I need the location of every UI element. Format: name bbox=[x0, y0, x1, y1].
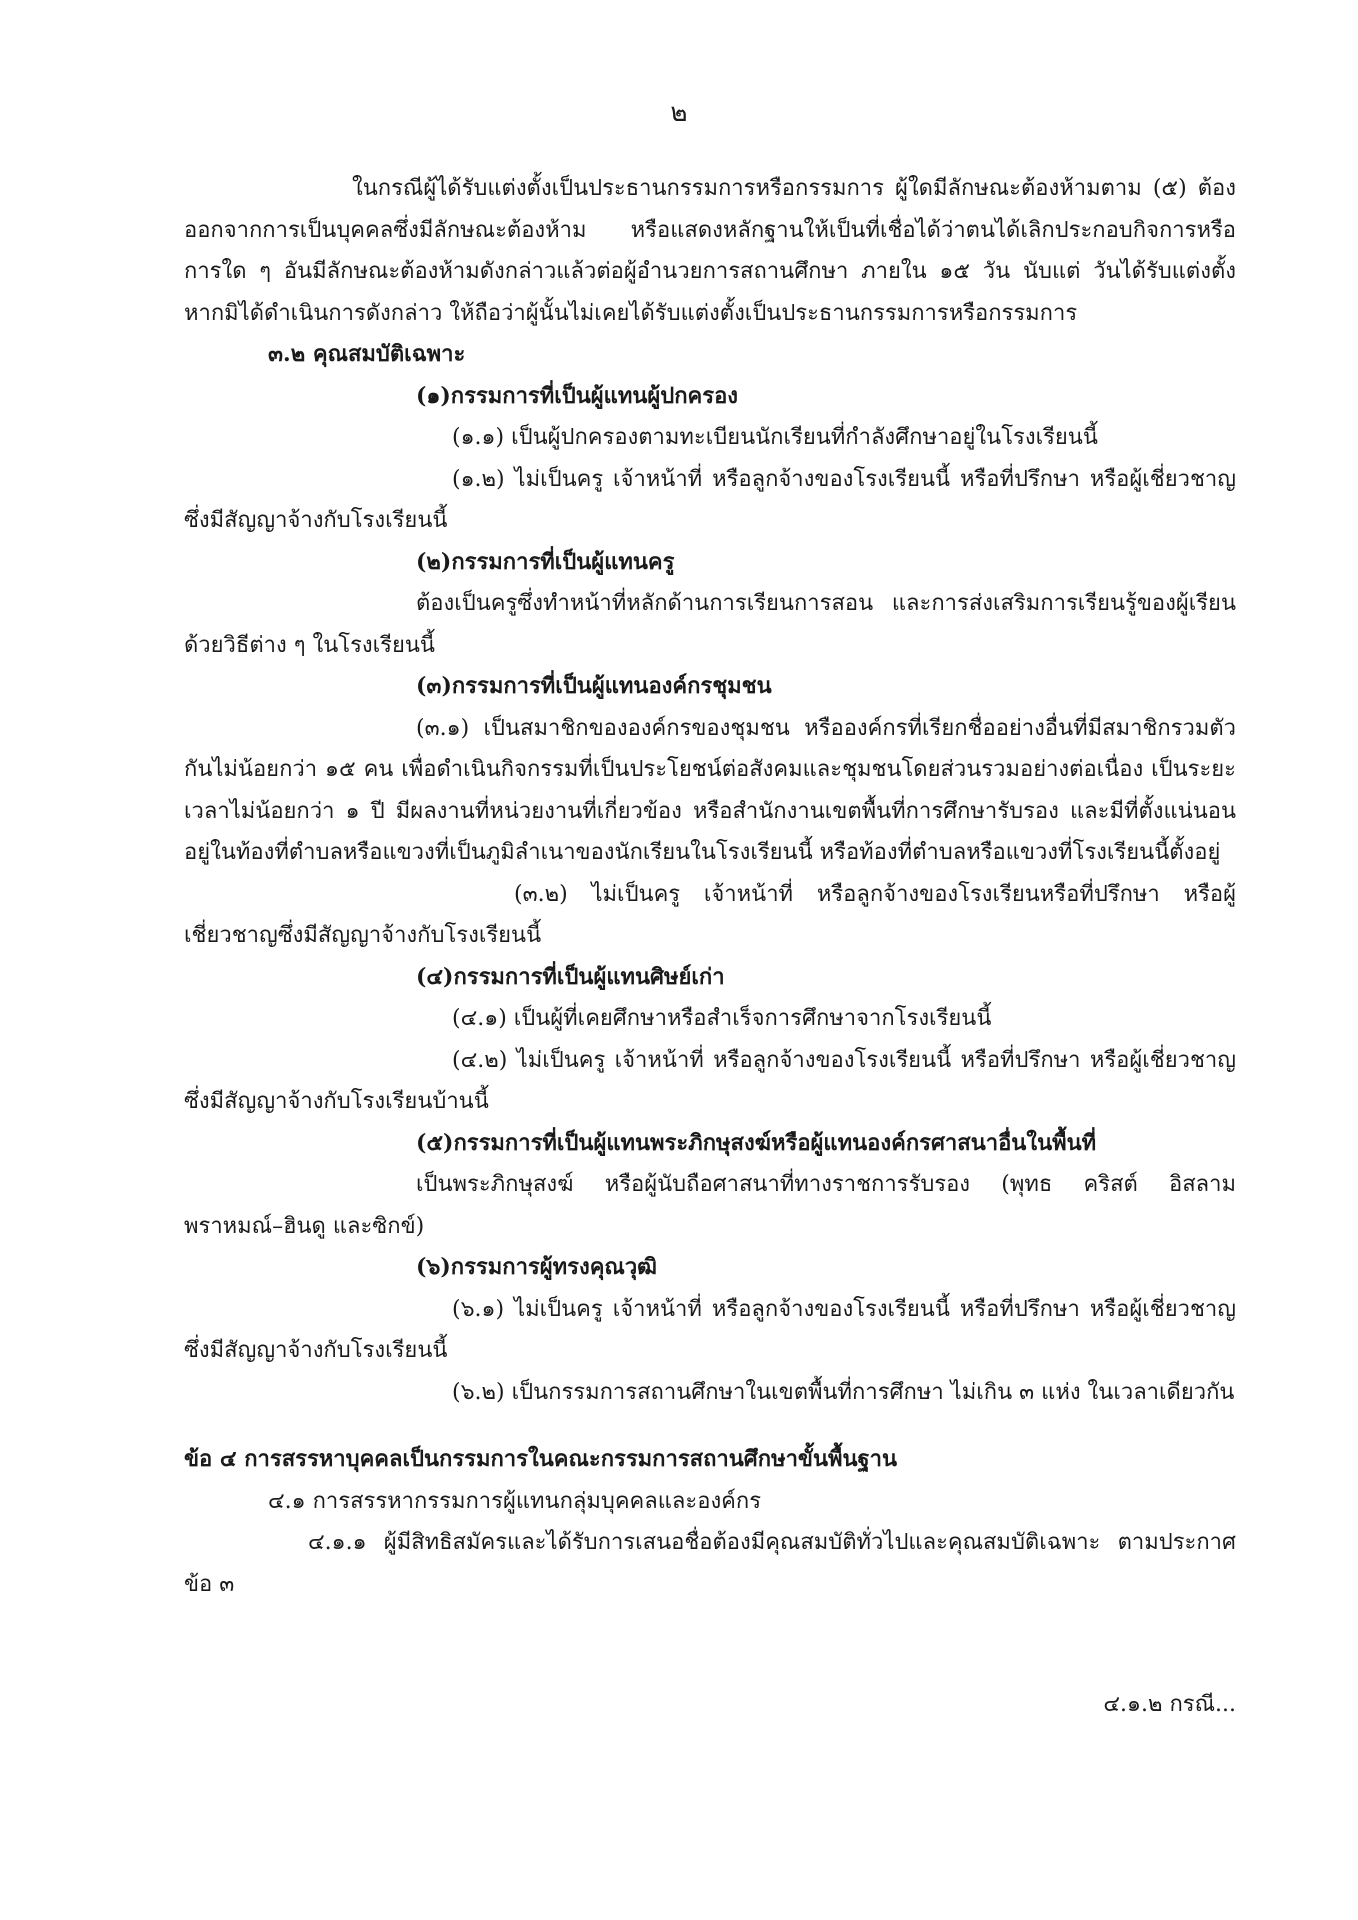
continuation-reference: ๔.๑.๒ กรณี... bbox=[1103, 1692, 1236, 1717]
item-4-title: กรรมการที่เป็นผู้แทนศิษย์เก่า bbox=[453, 963, 725, 990]
item-4-heading bbox=[184, 957, 1236, 999]
item-2-heading bbox=[184, 542, 1236, 584]
item-6-1: (๖.๑) ไม่เป็นครู เจ้าหน้าที่ หรือลูกจ้างของโรงเรียนนี้ หรือที่ปรึกษา หรือผู้เชี่ยวชาญซึ่งมีสัญญาจ้างกับโรงเรียนนี้ bbox=[184, 1296, 1236, 1363]
article-4-heading: ข้อ ๔ การสรรหาบุคคลเป็นกรรมการในคณะกรรมการสถานศึกษาขั้นพื้นฐาน bbox=[184, 1446, 898, 1472]
item-4-number: (๔) bbox=[416, 963, 454, 990]
item-4-1: (๔.๑) เป็นผู้ที่เคยศึกษาหรือสำเร็จการศึกษาจากโรงเรียนนี้ bbox=[452, 1006, 992, 1031]
page-number: ๒ bbox=[670, 98, 688, 128]
document-body bbox=[184, 168, 1236, 1605]
item-3-2: (๓.๒) ไม่เป็นครู เจ้าหน้าที่ หรือลูกจ้างของโรงเรียนหรือที่ปรึกษา หรือผู้เชี่ยวชาญซึ่งมีสัญญาจ้างกับโรงเรียนนี้ bbox=[184, 881, 1236, 948]
item-2-number: (๒) bbox=[416, 548, 452, 575]
item-3-1: (๓.๑) เป็นสมาชิกขององค์กรของชุมชน หรือองค์กรที่เรียกชื่ออย่างอื่นที่มีสมาชิกรวมตัวกันไม่น้อยกว่า ๑๕ คน เพื่อดำเนินกิจกรรมที่เป็นประโยชน์ต่อสังคมและชุมชนโดยส่วนรวมอย่างต่อเนื่อง เป็นระยะเวลาไม่น้อยกว่า ๑ ปี มีผลงานที่หน่วยงานที่เกี่ยวข้อง หรือสำนักงานเขตพื้นที่การศึกษารับรอง และมีที่ตั้งแน่นอนอยู่ในท้องที่ตำบลหรือแขวงที่เป็นภูมิลำเนาของนักเรียนในโรงเรียนนี้ หรือท้องที่ตำบลหรือแขวงที่โรงเรียนนี้ตั้งอยู่ bbox=[184, 715, 1236, 865]
item-6-number: (๖) bbox=[416, 1254, 451, 1280]
item-1-1: (๑.๑) เป็นผู้ปกครองตามทะเบียนนักเรียนที่กำลังศึกษาอยู่ในโรงเรียนนี้ bbox=[452, 425, 1098, 450]
item-5-title: กรรมการที่เป็นผู้แทนพระภิกษุสงฆ์หรือผู้แทนองค์กรศาสนาอื่นในพื้นที่ bbox=[453, 1129, 1097, 1156]
item-3-number: (๓) bbox=[416, 673, 452, 699]
section-3-2-heading: ๓.๒ คุณสมบัติเฉพาะ bbox=[268, 341, 466, 367]
section-spacer bbox=[184, 1413, 1236, 1439]
item-3-title: กรรมการที่เป็นผู้แทนองค์กรชุมชน bbox=[451, 673, 772, 699]
item-6-heading bbox=[184, 1247, 1236, 1289]
item-6-title: กรรมการผู้ทรงคุณวุฒิ bbox=[450, 1254, 658, 1280]
item-6-2: (๖.๒) เป็นกรรมการสถานศึกษาในเขตพื้นที่การศึกษา ไม่เกิน ๓ แห่ง ในเวลาเดียวกัน bbox=[452, 1379, 1235, 1405]
item-1-number: (๑) bbox=[416, 382, 451, 409]
item-1-heading bbox=[184, 376, 1236, 418]
item-3-heading bbox=[184, 666, 1236, 708]
item-5-heading bbox=[184, 1123, 1236, 1165]
item-2-body: ต้องเป็นครูซึ่งทำหน้าที่หลักด้านการเรียนการสอน และการส่งเสริมการเรียนรู้ของผู้เรียนด้วยวิธีต่าง ๆ ในโรงเรียนนี้ bbox=[184, 591, 1236, 658]
article-4-1: ๔.๑ การสรรหากรรมการผู้แทนกลุ่มบุคคลและองค์กร bbox=[268, 1488, 762, 1514]
intro-paragraph: ในกรณีผู้ได้รับแต่งตั้งเป็นประธานกรรมการหรือกรรมการ ผู้ใดมีลักษณะต้องห้ามตาม (๕) ต้องออกจากการเป็นบุคคลซึ่งมีลักษณะต้องห้าม หรือแสดงหลักฐานให้เป็นที่เชื่อได้ว่าตนได้เลิกประกอบกิจการหรือการใด ๆ อันมีลักษณะต้องห้ามดังกล่าวแล้วต่อผู้อำนวยการสถานศึกษา ภายใน ๑๕ วัน นับแต่ วันได้รับแต่งตั้ง หากมิได้ดำเนินการดังกล่าว ให้ถือว่าผู้นั้นไม่เคยได้รับแต่งตั้งเป็นประธานกรรมการหรือกรรมการ bbox=[184, 176, 1236, 326]
item-5-number: (๕) bbox=[416, 1129, 454, 1156]
item-1-2: (๑.๒) ไม่เป็นครู เจ้าหน้าที่ หรือลูกจ้างของโรงเรียนนี้ หรือที่ปรึกษา หรือผู้เชี่ยวชาญซึ่งมีสัญญาจ้างกับโรงเรียนนี้ bbox=[184, 466, 1236, 533]
item-5-body: เป็นพระภิกษุสงฆ์ หรือผู้นับถือศาสนาที่ทางราชการรับรอง (พุทธ คริสต์ อิสลาม พราหมณ์–ฮินดู และซิกข์) bbox=[184, 1172, 1236, 1239]
article-4-1-1: ๔.๑.๑ ผู้มีสิทธิสมัครและได้รับการเสนอชื่อต้องมีคุณสมบัติทั่วไปและคุณสมบัติเฉพาะ ตามประกาศ ข้อ ๓ bbox=[184, 1530, 1236, 1597]
item-1-title: กรรมการที่เป็นผู้แทนผู้ปกครอง bbox=[450, 382, 739, 409]
item-2-title: กรรมการที่เป็นผู้แทนครู bbox=[451, 548, 675, 575]
item-4-2: (๔.๒) ไม่เป็นครู เจ้าหน้าที่ หรือลูกจ้างของโรงเรียนนี้ หรือที่ปรึกษา หรือผู้เชี่ยวชาญซึ่งมีสัญญาจ้างกับโรงเรียนบ้านนี้ bbox=[184, 1047, 1236, 1114]
